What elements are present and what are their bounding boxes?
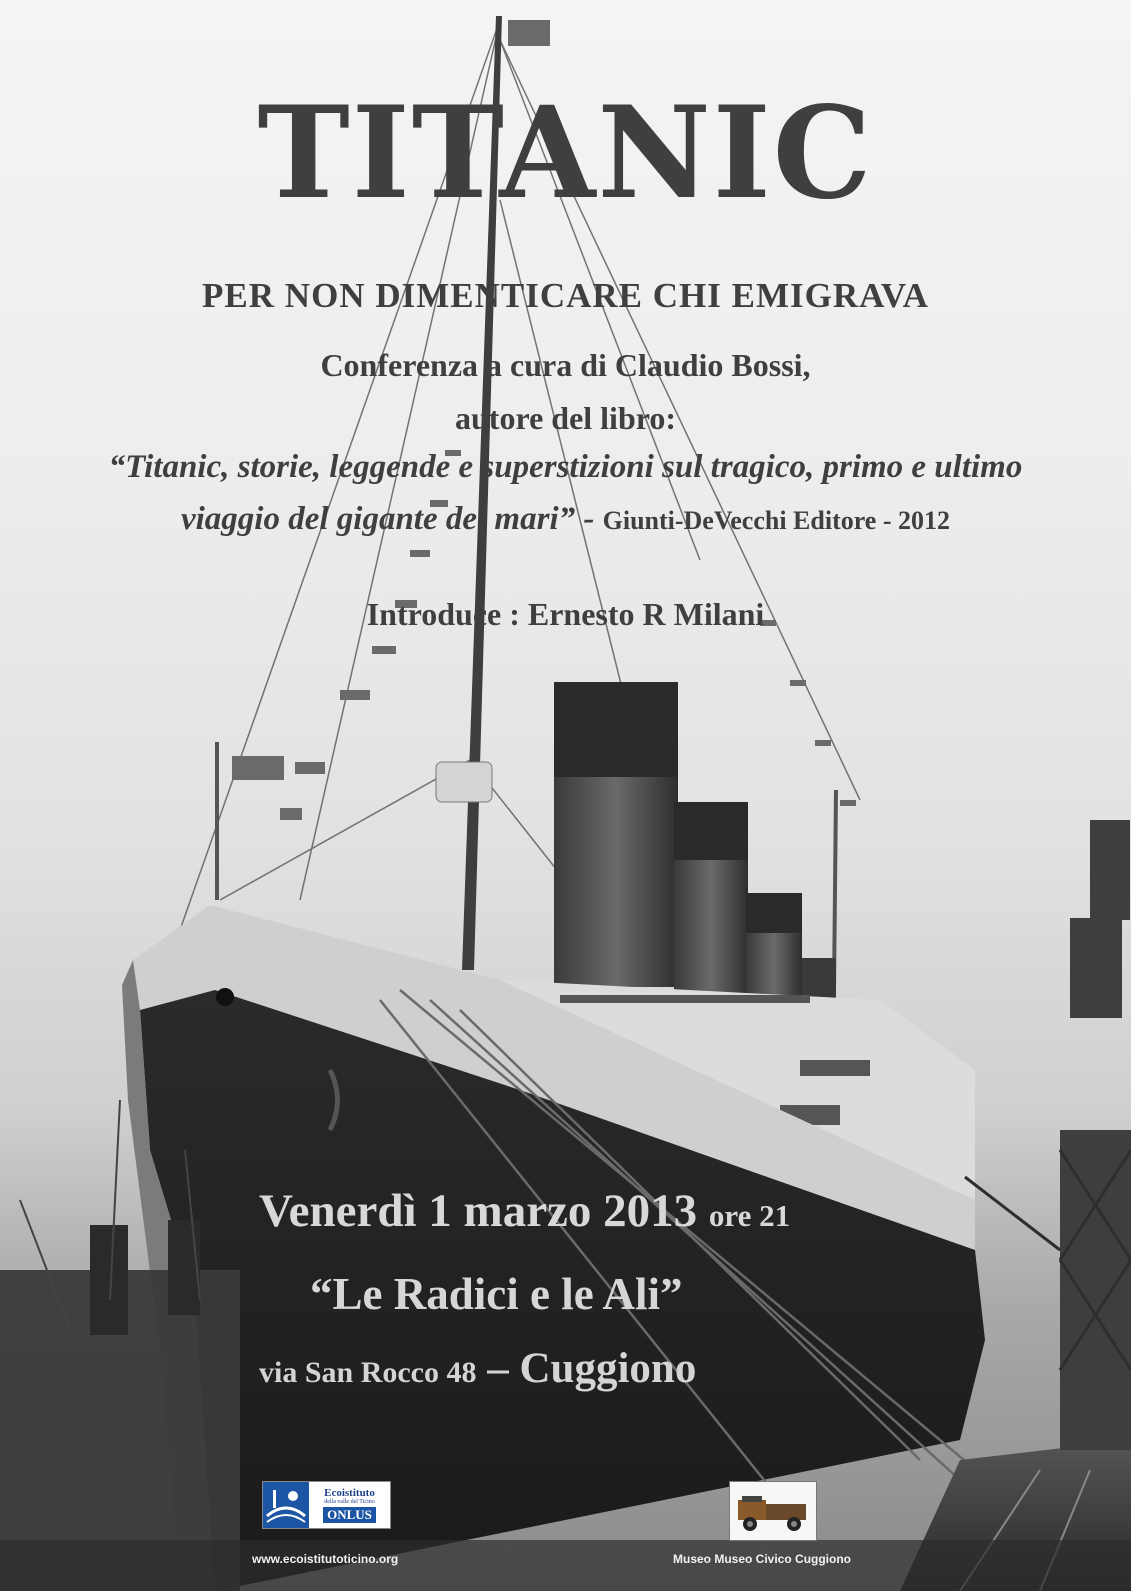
poster-title: TITANIC xyxy=(257,79,874,228)
book-dash: - xyxy=(575,501,603,537)
museo-caption: Museo Museo Civico Cuggiono xyxy=(673,1552,852,1566)
conference-speaker: Conferenza a cura di Claudio Bossi, xyxy=(320,347,811,383)
book-title-line1: “Titanic, storie, leggende e superstizioni sul tragico, primo e ultimo xyxy=(108,449,1023,485)
event-dash: – xyxy=(476,1345,520,1392)
ecoistituto-sub: della valle del Ticino xyxy=(324,1499,375,1505)
ecoistituto-onlus: ONLUS xyxy=(323,1507,376,1523)
conference-author-label: autore del libro: xyxy=(454,400,677,436)
ecoistituto-name: Ecoistituto xyxy=(324,1487,375,1499)
event-address xyxy=(259,1344,696,1393)
ecoistituto-emblem-icon xyxy=(263,1482,309,1528)
introducer: Introduce : Ernesto R Milani xyxy=(366,596,765,632)
event-time: ore 21 xyxy=(708,1198,791,1233)
poster-subtitle: PER NON DIMENTICARE CHI EMIGRAVA xyxy=(202,276,929,315)
vintage-truck-icon xyxy=(730,1482,816,1540)
event-street: via San Rocco 48 xyxy=(259,1356,477,1389)
event-town: Cuggiono xyxy=(519,1345,697,1392)
book-title-line2 xyxy=(20,501,1111,538)
event-day: Venerdì 1 marzo 2013 xyxy=(259,1185,698,1237)
book-publisher: Giunti-DeVecchi Editore - 2012 xyxy=(602,506,950,535)
book-title-end: viaggio del gigante dei mari” xyxy=(180,501,576,537)
event-date xyxy=(259,1184,790,1238)
museo-truck-logo xyxy=(729,1481,817,1541)
event-venue: “Le Radici e le Ali” xyxy=(310,1269,683,1319)
ecoistituto-website-link[interactable]: www.ecoistitutoticino.org xyxy=(252,1552,399,1566)
ecoistituto-logo xyxy=(262,1481,391,1529)
